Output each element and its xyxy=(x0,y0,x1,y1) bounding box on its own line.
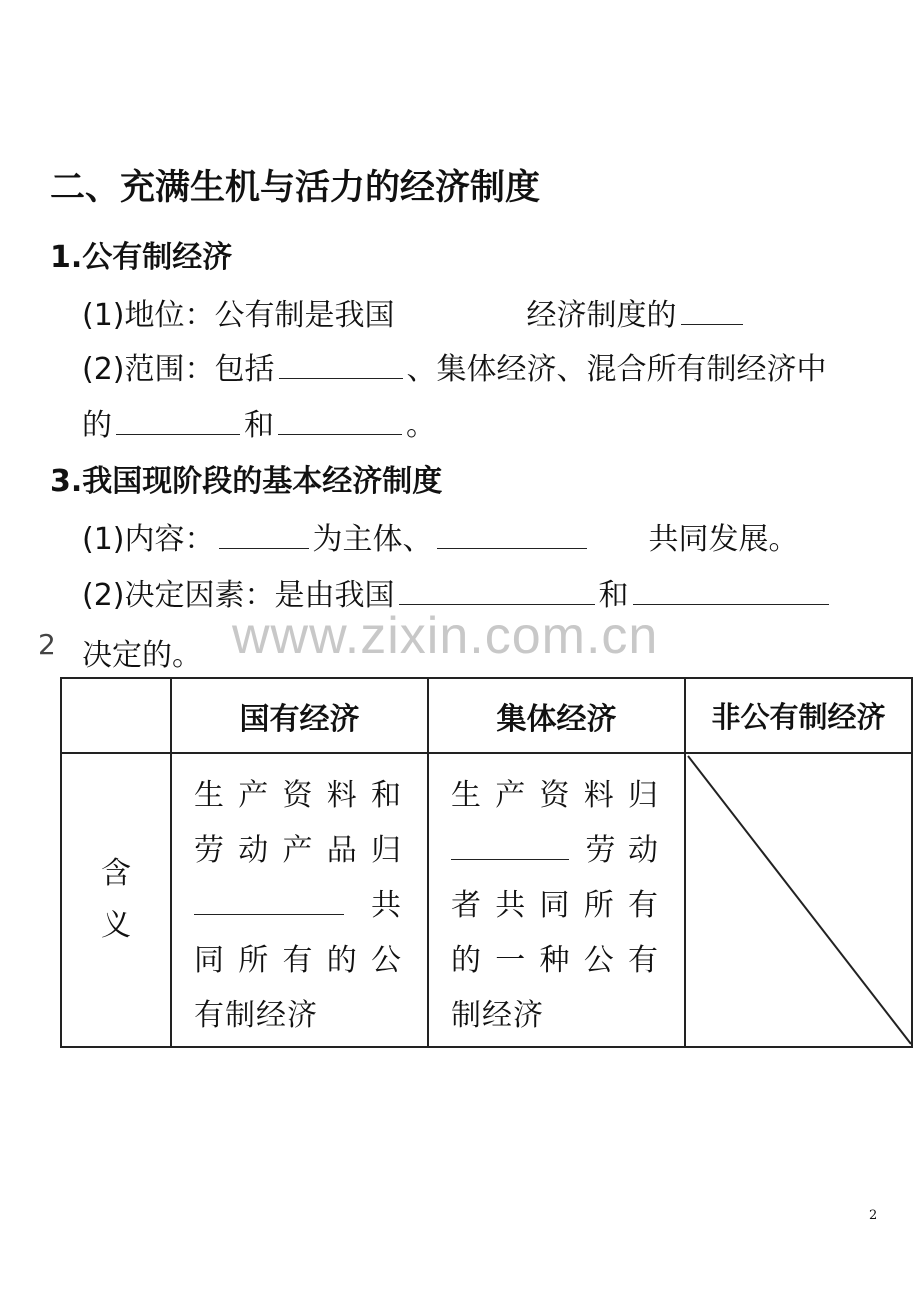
subsection-title-public-economy: 1.公有制经济 xyxy=(50,240,233,275)
factors-text-a: (2)决定因素：是由我国 xyxy=(82,578,395,613)
line-status xyxy=(82,290,747,334)
blank-scope-1[interactable] xyxy=(279,350,403,379)
page-number: 2 xyxy=(869,1208,878,1223)
table-header-row xyxy=(61,678,912,753)
header-collective-economy: 集体经济 xyxy=(428,678,685,753)
blank-scope-2[interactable] xyxy=(116,406,240,435)
diagonal-slash xyxy=(686,754,913,1046)
header-non-public-economy: 非公有制经济 xyxy=(685,678,912,753)
state-line-3-text: 共 xyxy=(352,888,407,923)
cell-state-meaning xyxy=(171,753,428,1047)
header-empty xyxy=(61,678,171,753)
line-content xyxy=(82,514,799,558)
line-scope-cont xyxy=(82,400,436,444)
blank-content-2[interactable] xyxy=(437,520,587,549)
line-factors-cont xyxy=(82,630,202,674)
state-line-2: 劳动产品归 xyxy=(194,833,407,868)
state-line-4: 同所有的公 xyxy=(194,943,407,978)
status-text-b: 经济制度的 xyxy=(526,298,677,333)
margin-mark: 2 xyxy=(38,628,56,661)
header-state-economy: 国有经济 xyxy=(171,678,428,753)
economy-table xyxy=(60,677,913,1048)
cell-collective-meaning xyxy=(428,753,685,1047)
scope-text-b: 、集体经济、混合所有制经济中 xyxy=(406,352,827,387)
content-text-b: 为主体、 xyxy=(312,522,433,557)
blank-content-1[interactable] xyxy=(219,520,309,549)
section-title: 二、充满生机与活力的经济制度 xyxy=(50,168,541,208)
line-scope xyxy=(82,344,827,388)
collective-line-1: 生产资料归 xyxy=(451,778,664,813)
content-text-c: 共同发展。 xyxy=(648,522,799,557)
collective-line-5: 制经济 xyxy=(451,998,544,1033)
blank-state[interactable] xyxy=(194,886,344,915)
row-label-meaning xyxy=(61,753,171,1047)
subsection-title-basic-system: 3.我国现阶段的基本经济制度 xyxy=(50,464,443,499)
scope-text-d: 和 xyxy=(244,408,274,443)
state-line-3 xyxy=(194,878,407,933)
row-label-text: 含义 xyxy=(101,856,131,943)
collective-line-2 xyxy=(451,823,664,878)
scope-text-a: (2)范围：包括 xyxy=(82,352,275,387)
blank-status-2[interactable] xyxy=(681,296,743,325)
scope-text-e: 。 xyxy=(406,408,436,443)
collective-line-2-text: 劳动 xyxy=(579,833,664,868)
content-text-a: (1)内容： xyxy=(82,522,215,557)
cell-non-public-meaning xyxy=(685,753,912,1047)
blank-status-1[interactable] xyxy=(399,297,523,325)
factors-text-b: 和 xyxy=(598,578,629,613)
status-text-a: (1)地位：公有制是我国 xyxy=(82,298,395,333)
collective-line-3: 者共同所有 xyxy=(451,888,664,923)
watermark: www.zixin.com.cn xyxy=(232,607,659,665)
state-line-5: 有制经济 xyxy=(194,998,318,1033)
scope-text-c: 的 xyxy=(82,408,112,443)
factors-text-c: 决定的。 xyxy=(82,638,202,673)
blank-factors-1[interactable] xyxy=(399,576,595,605)
blank-scope-3[interactable] xyxy=(278,406,402,435)
blank-factors-2[interactable] xyxy=(633,576,829,605)
blank-collective[interactable] xyxy=(451,831,569,860)
table-row-meaning xyxy=(61,753,912,1047)
state-line-1: 生产资料和 xyxy=(194,778,407,813)
collective-line-4: 的一种公有 xyxy=(451,943,664,978)
